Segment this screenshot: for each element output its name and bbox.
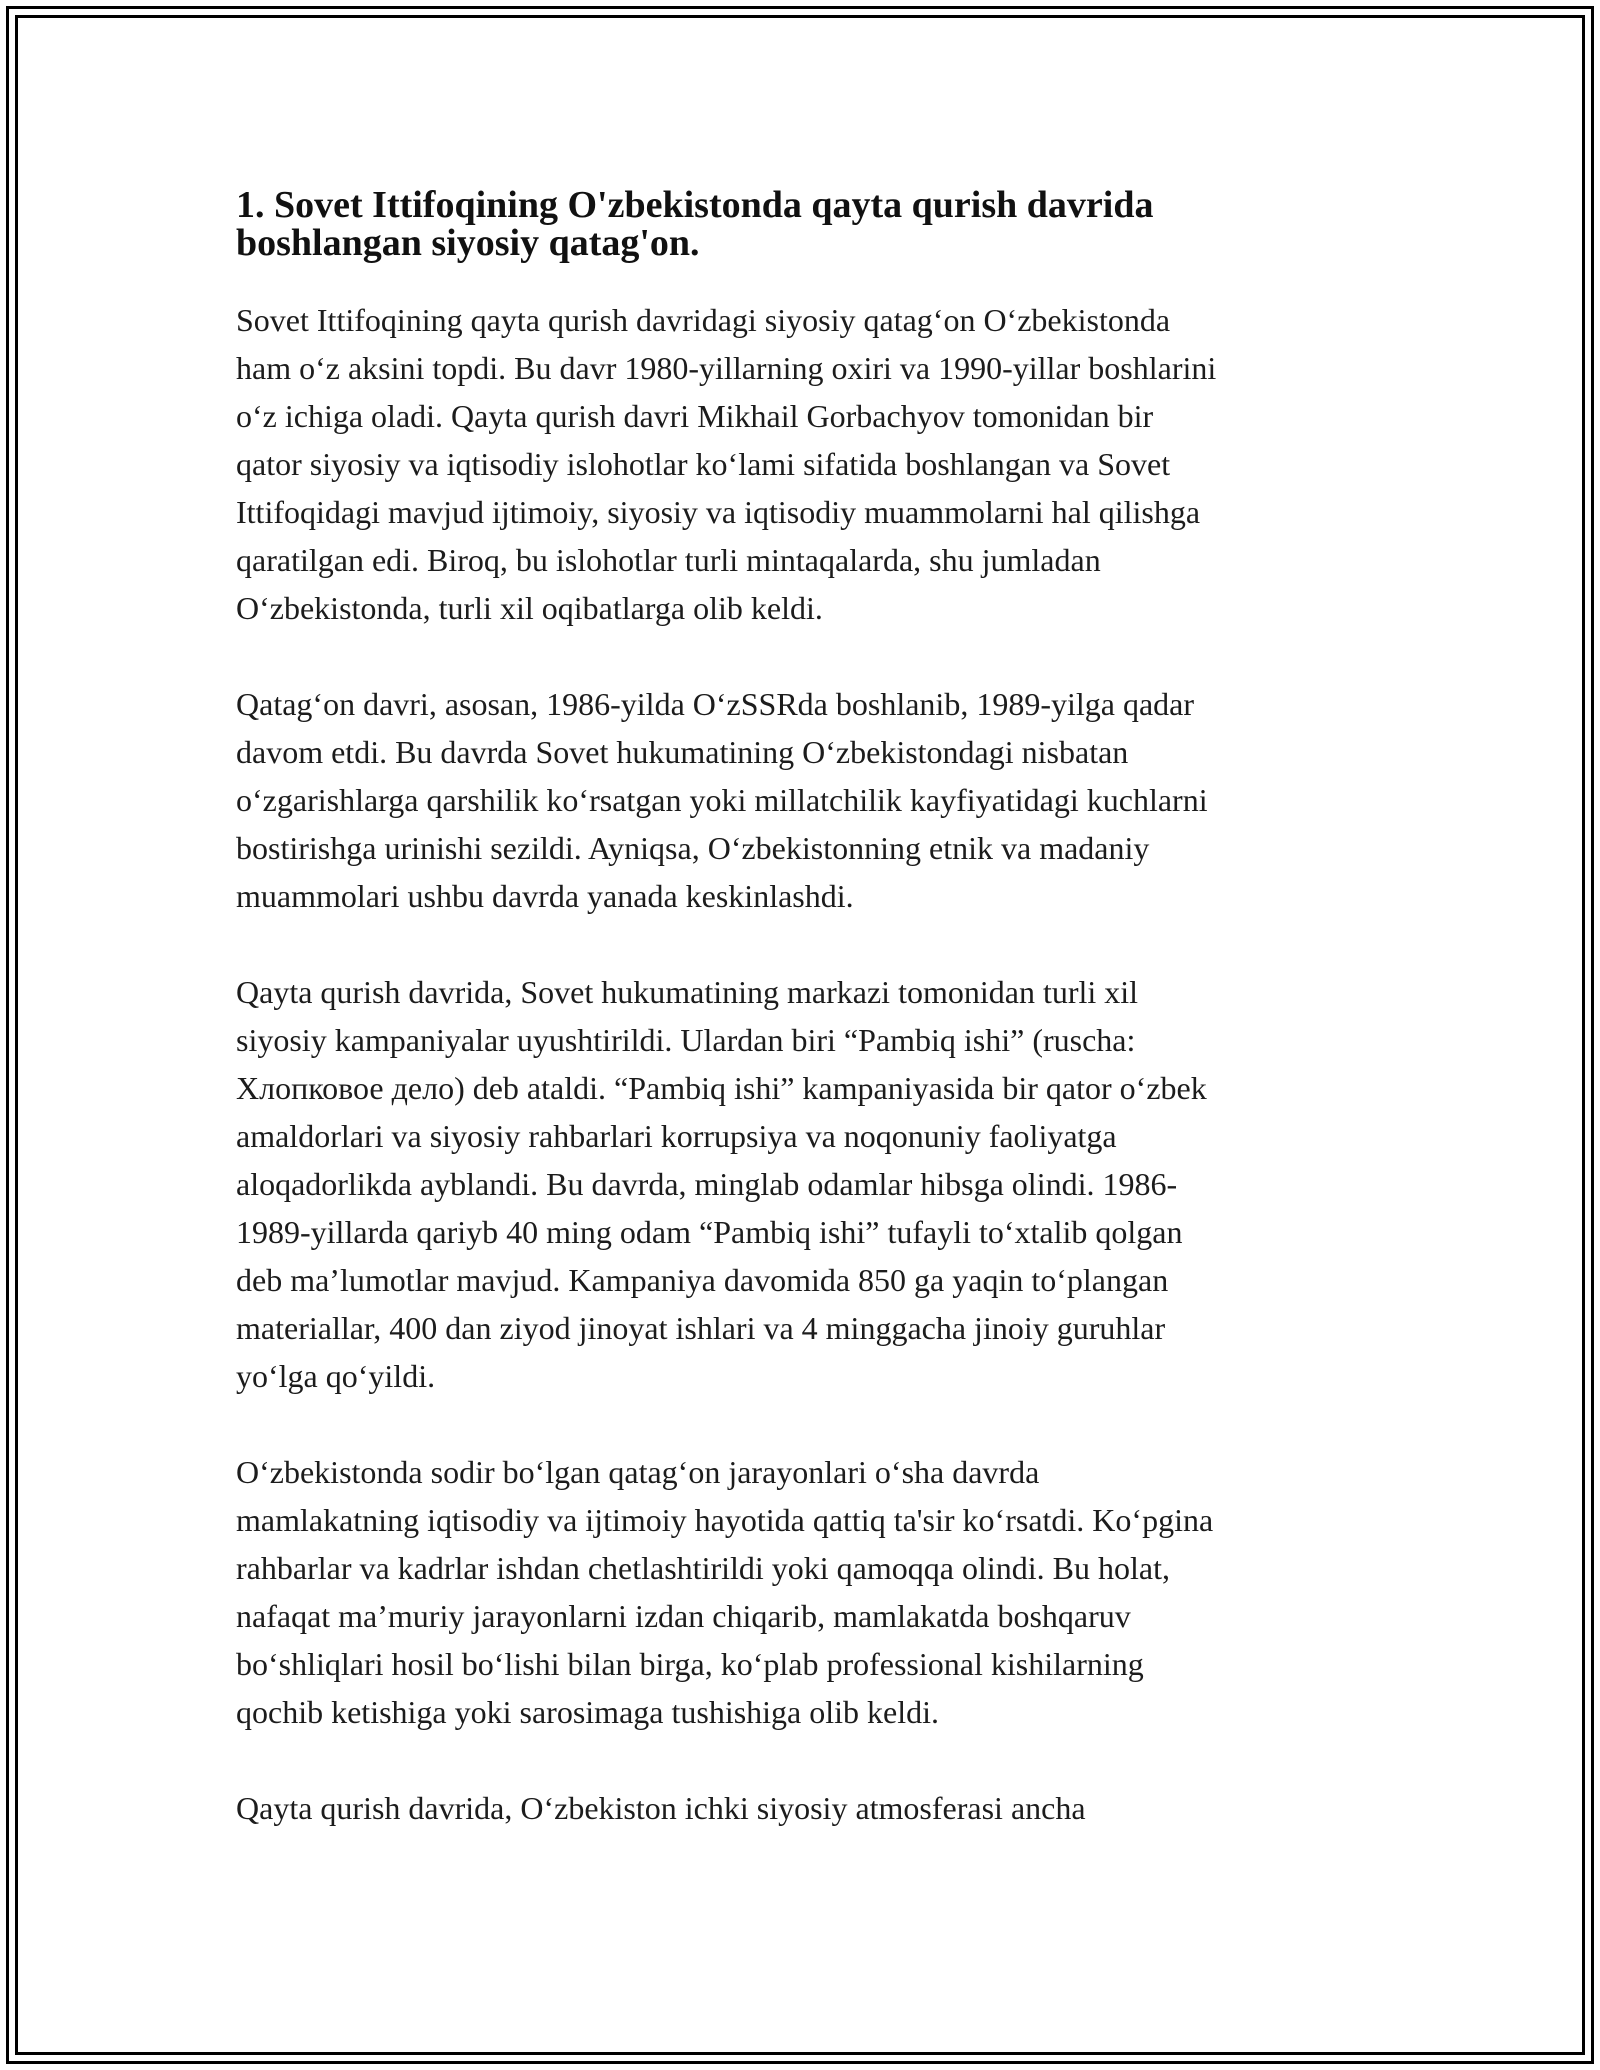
text-line: muammolari ushbu davrda yanada keskinlashdi.: [236, 878, 854, 914]
text-line: qaratilgan edi. Biroq, bu islohotlar turli mintaqalarda, shu jumladan: [236, 542, 1101, 578]
text-line: Qayta qurish davrida, Sovet hukumatining markazi tomonidan turli xil: [236, 974, 1139, 1010]
text-line: o‘zgarishlarga qarshilik ko‘rsatgan yoki millatchilik kayfiyatidagi kuchlarni: [236, 782, 1208, 818]
text-line: bo‘shliqlari hosil bo‘lishi bilan birga, ko‘plab professional kishilarning: [236, 1646, 1144, 1682]
text-line: qochib ketishiga yoki sarosimaga tushishiga olib keldi.: [236, 1694, 940, 1730]
text-line: mamlakatning iqtisodiy va ijtimoiy hayotida qattiq ta'sir ko‘rsatdi. Ko‘pgina: [236, 1502, 1214, 1538]
section-heading: [236, 186, 1366, 262]
text-line: ham o‘z aksini topdi. Bu davr 1980-yillarning oxiri va 1990-yillar boshlarini: [236, 350, 1217, 386]
text-line: Хлопковое дело) deb ataldi. “Pambiq ishi” kampaniyasida bir qator o‘zbek: [236, 1070, 1207, 1106]
text-line: rahbarlar va kadrlar ishdan chetlashtirildi yoki qamoqqa olindi. Bu holat,: [236, 1550, 1170, 1586]
text-line: materiallar, 400 dan ziyod jinoyat ishlari va 4 minggacha jinoiy guruhlar: [236, 1310, 1166, 1346]
paragraph-4: [236, 1448, 1366, 1736]
text-line: Qatag‘on davri, asosan, 1986-yilda O‘zSSRda boshlanib, 1989-yilga qadar: [236, 686, 1195, 722]
text-line: aloqadorlikda ayblandi. Bu davrda, minglab odamlar hibsga olindi. 1986-: [236, 1166, 1178, 1202]
text-line: siyosiy kampaniyalar uyushtirildi. Ulardan biri “Pambiq ishi” (ruscha:: [236, 1022, 1136, 1058]
text-line: davom etdi. Bu davrda Sovet hukumatining O‘zbekistondagi nisbatan: [236, 734, 1129, 770]
text-line: deb ma’lumotlar mavjud. Kampaniya davomida 850 ga yaqin to‘plangan: [236, 1262, 1169, 1298]
text-line: 1989-yillarda qariyb 40 ming odam “Pambiq ishi” tufayli to‘xtalib qolgan: [236, 1214, 1183, 1250]
text-line: amaldorlari va siyosiy rahbarlari korrupsiya va noqonuniy faoliyatga: [236, 1118, 1117, 1154]
text-line: O‘zbekistonda sodir bo‘lgan qatag‘on jarayonlari o‘sha davrda: [236, 1454, 1040, 1490]
paragraph-2: [236, 680, 1366, 920]
paragraph-5: [236, 1784, 1366, 1832]
text-line: Qayta qurish davrida, O‘zbekiston ichki siyosiy atmosferasi ancha: [236, 1790, 1086, 1826]
document-body: [236, 186, 1366, 1880]
heading-line: 1. Sovet Ittifoqining O'zbekistonda qayta qurish davrida: [236, 184, 1154, 226]
text-line: o‘z ichiga oladi. Qayta qurish davri Mikhail Gorbachyov tomonidan bir: [236, 398, 1154, 434]
text-line: O‘zbekistonda, turli xil oqibatlarga olib keldi.: [236, 590, 823, 626]
paragraph-3: [236, 968, 1366, 1400]
text-line: qator siyosiy va iqtisodiy islohotlar ko‘lami sifatida boshlangan va Sovet: [236, 446, 1171, 482]
text-line: yo‘lga qo‘yildi.: [236, 1358, 436, 1394]
heading-line: boshlangan siyosiy qatag'on.: [236, 222, 700, 264]
text-line: Ittifoqidagi mavjud ijtimoiy, siyosiy va iqtisodiy muammolarni hal qilishga: [236, 494, 1201, 530]
paragraph-1: [236, 296, 1366, 632]
text-line: bostirishga urinishi sezildi. Ayniqsa, O‘zbekistonning etnik va madaniy: [236, 830, 1150, 866]
text-line: nafaqat ma’muriy jarayonlarni izdan chiqarib, mamlakatda boshqaruv: [236, 1598, 1131, 1634]
text-line: Sovet Ittifoqining qayta qurish davridagi siyosiy qatag‘on O‘zbekistonda: [236, 302, 1171, 338]
